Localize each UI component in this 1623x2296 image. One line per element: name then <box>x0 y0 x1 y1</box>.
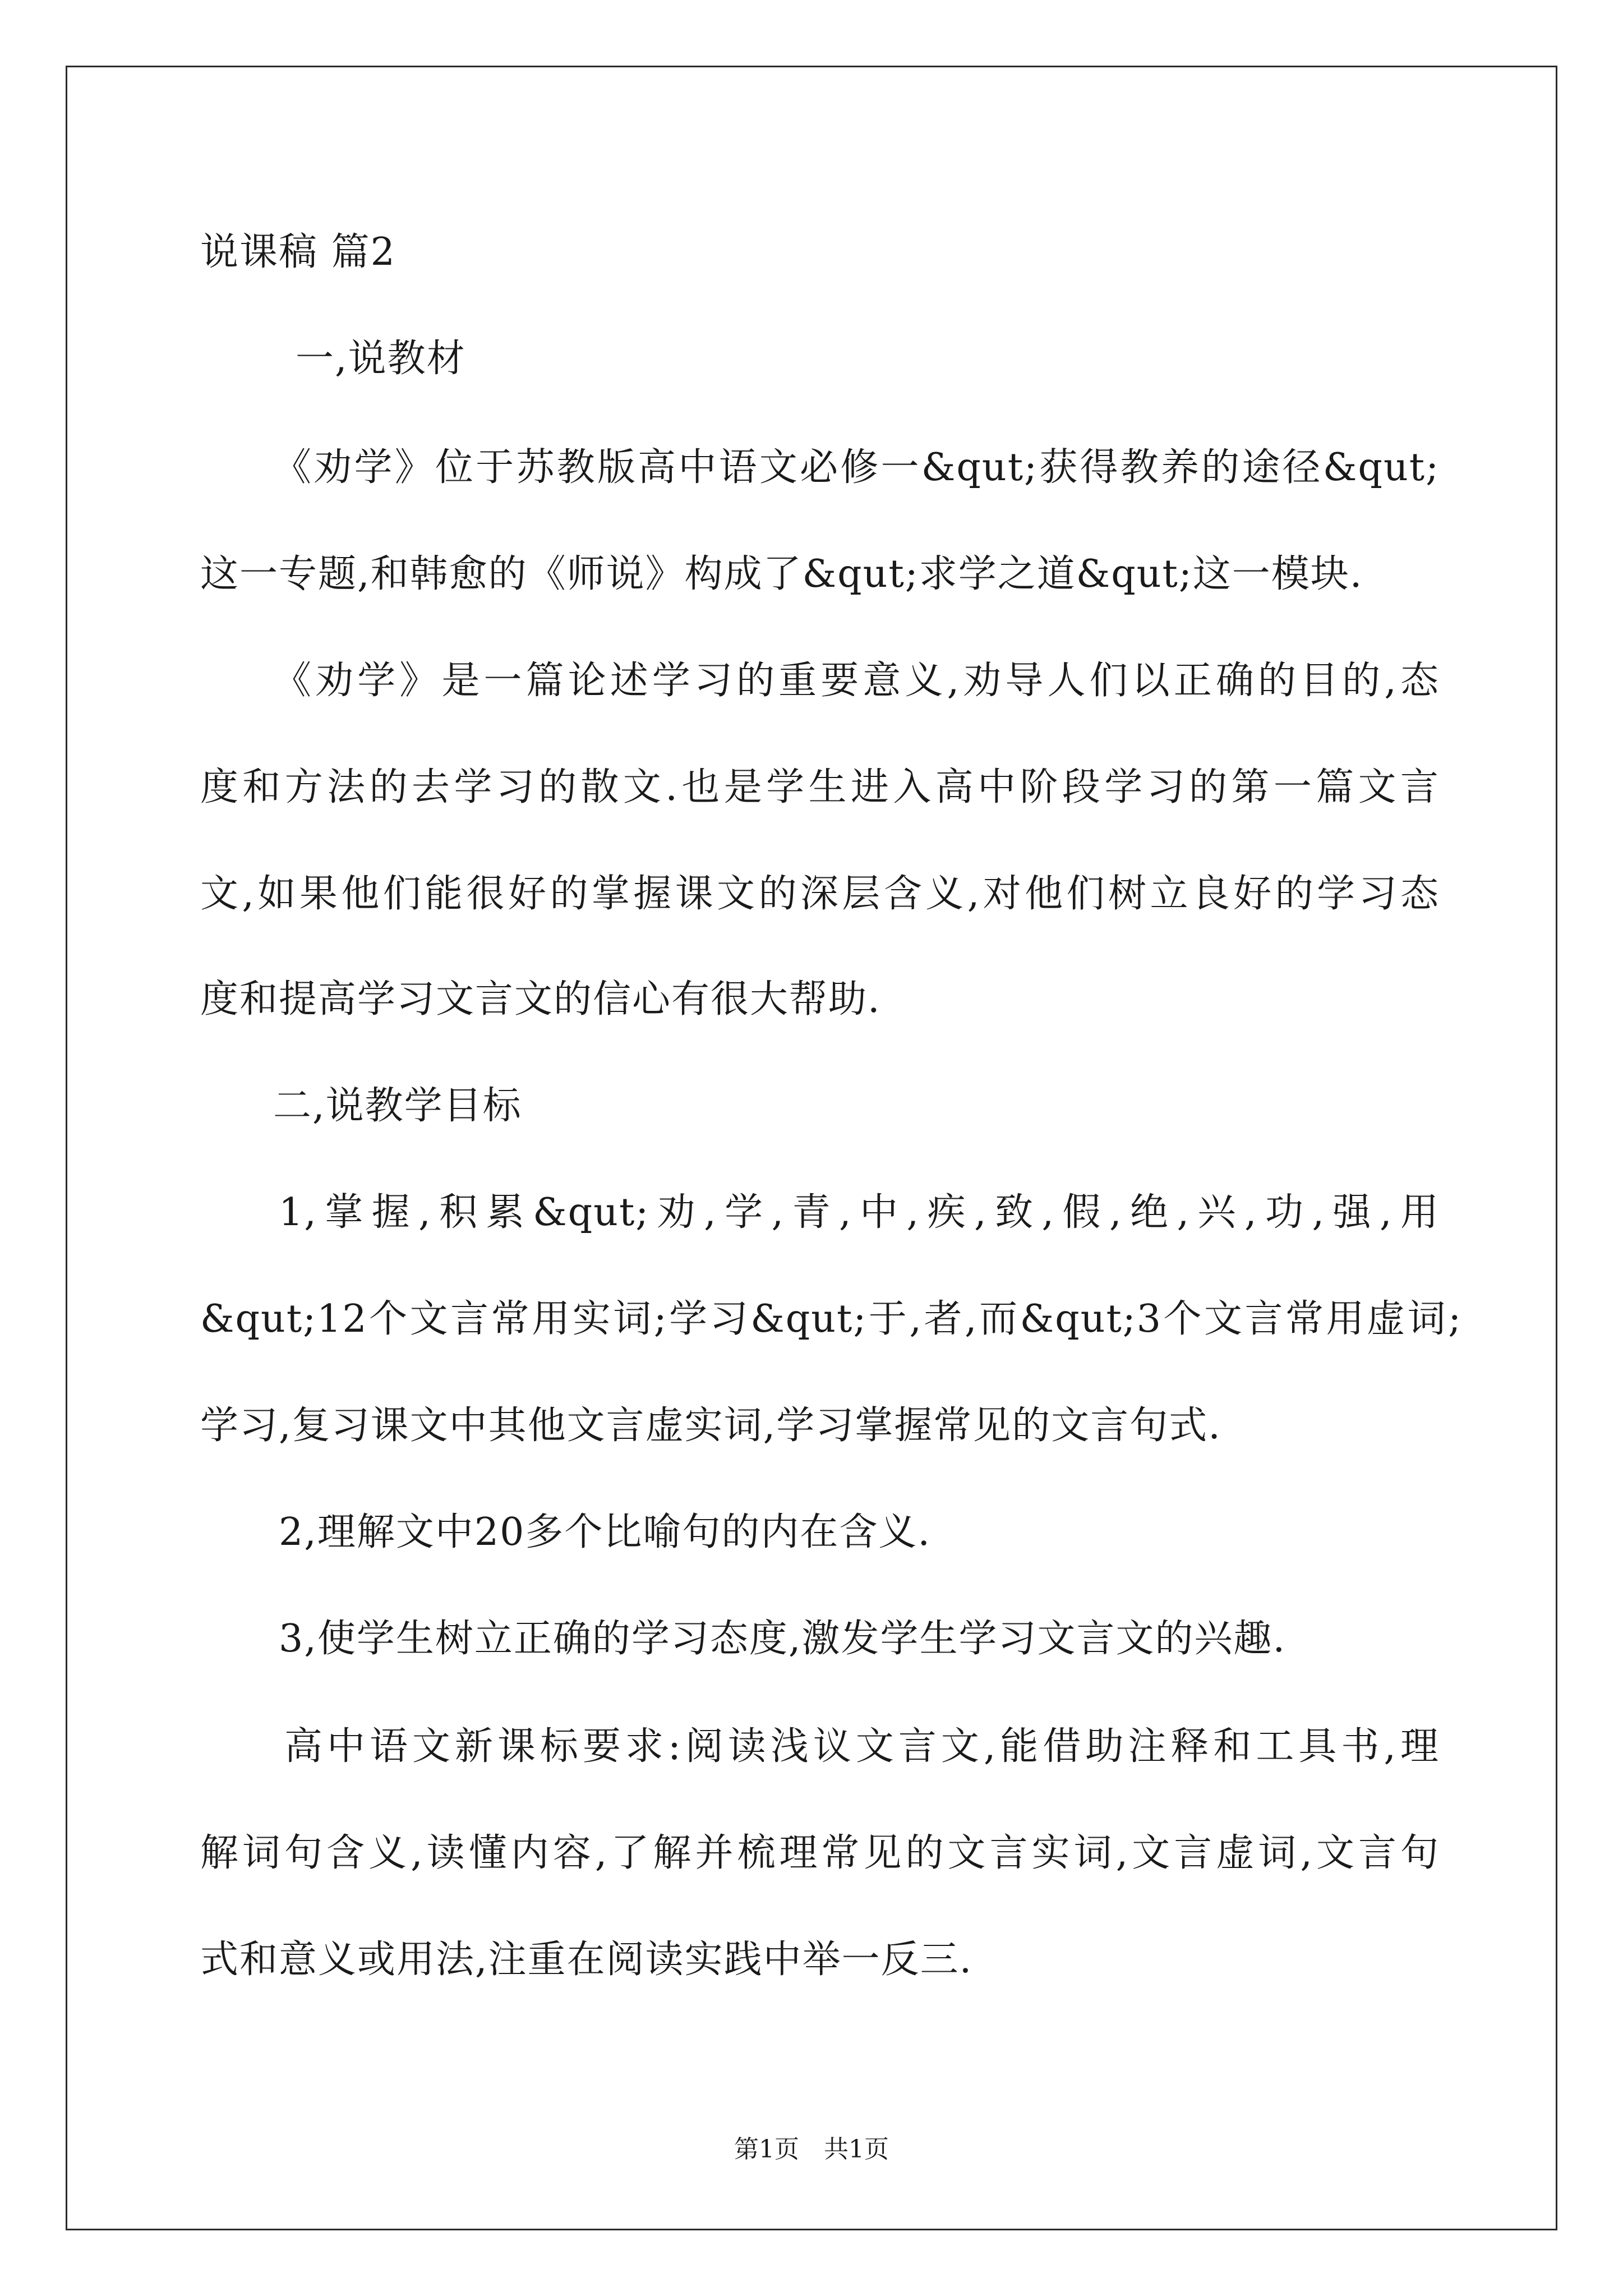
paragraph-line: 3,使学生树立正确的学习态度,激发学生学习文言文的兴趣. <box>279 1617 1287 1661</box>
page-number-footer: 第1页 共1页 <box>734 2135 889 2164</box>
paragraph-line: 这一专题,和韩愈的《师说》构成了&qut;求学之道&qut;这一模块. <box>200 552 1363 596</box>
paragraph-line: 高中语文新课标要求:阅读浅议文言文,能借助注释和工具书,理 <box>284 1724 1440 1769</box>
paragraph-line: 度和提高学习文言文的信心有很大帮助. <box>200 977 881 1022</box>
paragraph-line: 式和意义或用法,注重在阅读实践中举一反三. <box>200 1938 973 1982</box>
paragraph-line: 解词句含义,读懂内容,了解并梳理常见的文言实词,文言虚词,文言句 <box>200 1831 1440 1875</box>
section-heading-textbook: 一,说教材 <box>296 337 466 381</box>
paragraph-line: 《劝学》位于苏教版高中语文必修一&qut;获得教养的途径&qut; <box>273 445 1440 490</box>
section-heading-goals: 二,说教学目标 <box>273 1084 522 1128</box>
paragraph-line: 《劝学》是一篇论述学习的重要意义,劝导人们以正确的目的,态 <box>273 659 1440 703</box>
paragraph-line: 度和方法的去学习的散文.也是学生进入高中阶段学习的第一篇文言 <box>200 765 1440 809</box>
page-border <box>66 66 1557 2230</box>
document-title: 说课稿 篇2 <box>200 230 396 274</box>
paragraph-line: 2,理解文中20多个比喻句的内在含义. <box>279 1510 932 1554</box>
paragraph-line: 学习,复习课文中其他文言虚实词,学习掌握常见的文言句式. <box>200 1404 1221 1448</box>
paragraph-line: &qut;12个文言常用实词;学习&qut;于,者,而&qut;3个文言常用虚词; <box>200 1297 1462 1341</box>
paragraph-line: 文,如果他们能很好的掌握课文的深层含义,对他们树立良好的学习态 <box>200 872 1440 916</box>
paragraph-line: 1,掌握,积累&qut;劝,学,青,中,疾,致,假,绝,兴,功,强,用 <box>279 1190 1440 1235</box>
